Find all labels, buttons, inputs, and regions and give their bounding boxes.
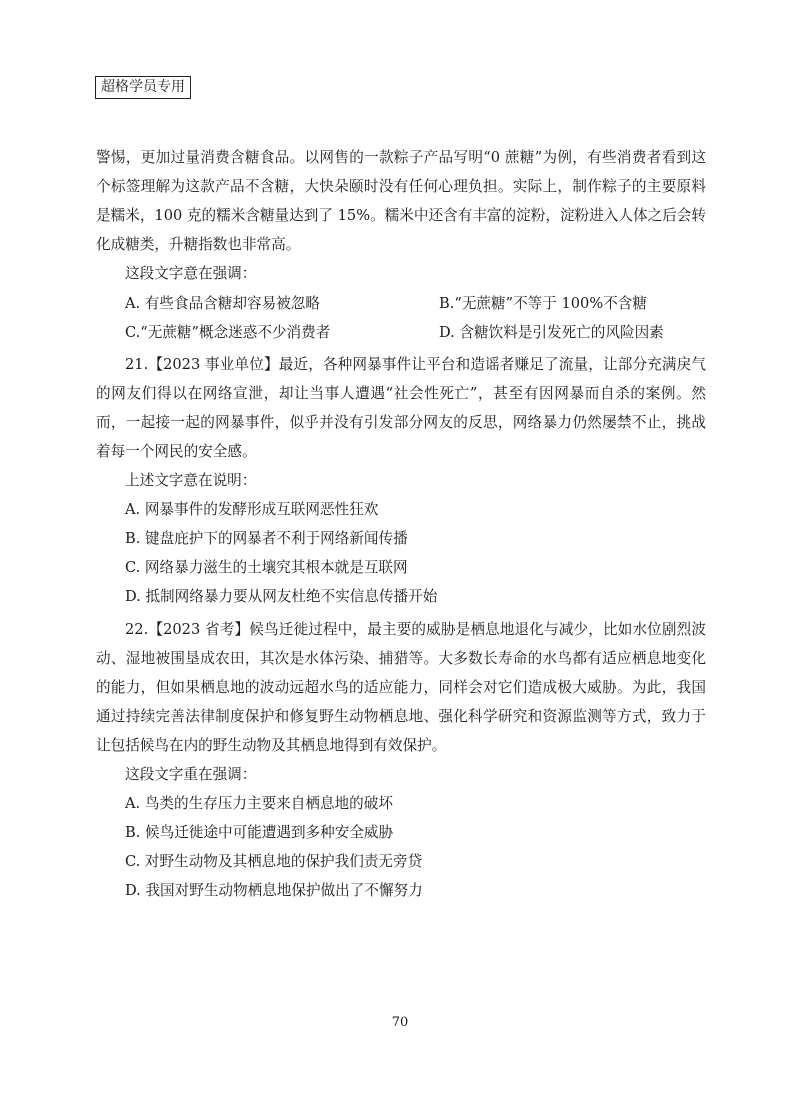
student-only-label: 超格学员专用	[95, 76, 191, 99]
question-21-option-c: C. 网络暴力滋生的土壤究其根本就是互联网	[125, 559, 408, 576]
question-21-option-d: D. 抵制网络暴力要从网友杜绝不实信息传播开始	[125, 588, 438, 605]
question-22-option-d: D. 我国对野生动物栖息地保护做出了不懈努力	[125, 882, 423, 899]
question-21-option-a: A. 网暴事件的发酵形成互联网恶性狂欢	[125, 501, 379, 518]
option-c: C.“无蔗糖”概念迷惑不少消费者	[125, 324, 331, 341]
option-row	[96, 317, 706, 346]
continuation-passage: 警惕，更加过量消费含糖食品。以网售的一款粽子产品写明“0 蔗糖”为例，有些消费者看到这个标签理解为这款产品不含糖，大快朵颐时没有任何心理负担。实际上，制作粽子的主要原料是糯米，100 克的糯米含糖量达到了 15%。糯米中还含有丰富的淀粉，淀粉进入人体之后会转化成糖类，升糖指数也非常高。	[96, 149, 706, 253]
page-content	[96, 143, 706, 905]
question-21-passage: 21.【2023 事业单位】最近，各种网暴事件让平台和造谣者赚足了流量，让部分充满戾气的网友们得以在网络宣泄，却让当事人遭遇“社会性死亡”，甚至有因网暴而自杀的案例。然而，一起接一起的网暴事件，似乎并没有引发部分网友的反思，网络暴力仍然屡禁不止，挑战着每一个网民的安全感。	[96, 356, 706, 460]
question-21-prompt: 上述文字意在说明：	[125, 472, 257, 489]
option-row	[96, 288, 706, 317]
question-22-prompt: 这段文字重在强调：	[125, 766, 257, 783]
option-a: A. 有些食品含糖却容易被忽略	[125, 295, 320, 312]
page-number: 70	[391, 1015, 409, 1030]
question-22-option-a: A. 鸟类的生存压力主要来自栖息地的破坏	[125, 795, 393, 812]
question-21-option-b: B. 键盘庇护下的网暴者不利于网络新闻传播	[125, 530, 408, 547]
question-22-option-b: B. 候鸟迁徙途中可能遭遇到多种安全威胁	[125, 824, 394, 841]
option-b: B.“无蔗糖”不等于 100%不含糖	[439, 295, 647, 312]
option-d: D. 含糖饮料是引发死亡的风险因素	[439, 324, 664, 341]
question-prompt: 这段文字意在强调：	[125, 265, 257, 282]
question-22-passage: 22.【2023 省考】候鸟迁徙过程中，最主要的威胁是栖息地退化与减少，比如水位剧烈波动、湿地被围垦成农田，其次是水体污染、捕猎等。大多数长寿命的水鸟都有适应栖息地变化的能力，但如果栖息地的波动远超水鸟的适应能力，同样会对它们造成极大威胁。为此，我国通过持续完善法律制度保护和修复野生动物栖息地、强化科学研究和资源监测等方式，致力于让包括候鸟在内的野生动物及其栖息地得到有效保护。	[96, 621, 706, 754]
question-22-option-c: C. 对野生动物及其栖息地的保护我们责无旁贷	[125, 853, 423, 870]
